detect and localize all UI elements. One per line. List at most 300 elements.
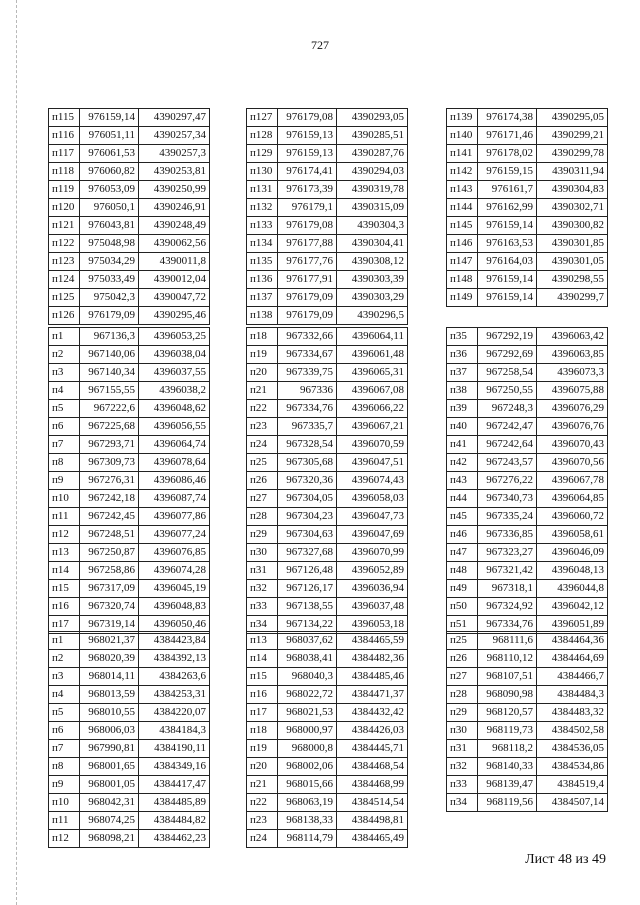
table-row [247, 328, 408, 346]
coordinate-table [246, 108, 408, 325]
x-coordinate: 967258,54 [478, 364, 537, 382]
x-coordinate: 968107,51 [478, 668, 537, 686]
point-id: п12 [49, 526, 80, 544]
x-coordinate: 967990,81 [80, 740, 139, 758]
table-row [247, 127, 408, 145]
x-coordinate: 968090,98 [478, 686, 537, 704]
x-coordinate: 967242,64 [478, 436, 537, 454]
table-row [247, 253, 408, 271]
x-coordinate: 968074,25 [80, 812, 139, 830]
table-row [247, 562, 408, 580]
y-coordinate: 4396076,85 [139, 544, 210, 562]
y-coordinate: 4396045,19 [139, 580, 210, 598]
point-id: п141 [447, 145, 478, 163]
y-coordinate: 4390299,7 [537, 289, 608, 307]
point-id: п23 [247, 812, 278, 830]
point-id: п9 [49, 776, 80, 794]
point-id: п7 [49, 740, 80, 758]
table-row [447, 686, 608, 704]
point-id: п130 [247, 163, 278, 181]
x-coordinate: 967321,42 [478, 562, 537, 580]
table-row [447, 217, 608, 235]
y-coordinate: 4396042,12 [537, 598, 608, 616]
x-coordinate: 968040,3 [278, 668, 337, 686]
y-coordinate: 4390011,8 [139, 253, 210, 271]
x-coordinate: 967242,45 [80, 508, 139, 526]
table-row [49, 722, 210, 740]
y-coordinate: 4384445,71 [337, 740, 408, 758]
y-coordinate: 4396063,85 [537, 346, 608, 364]
y-coordinate: 4384465,49 [337, 830, 408, 848]
point-id: п125 [49, 289, 80, 307]
table-row [247, 598, 408, 616]
x-coordinate: 976159,15 [478, 163, 537, 181]
table-row [247, 436, 408, 454]
y-coordinate: 4384464,69 [537, 650, 608, 668]
point-id: п126 [49, 307, 80, 325]
y-coordinate: 4384471,37 [337, 686, 408, 704]
x-coordinate: 976159,14 [478, 289, 537, 307]
point-id: п40 [447, 418, 478, 436]
y-coordinate: 4396077,86 [139, 508, 210, 526]
x-coordinate: 975048,98 [80, 235, 139, 253]
table-row [49, 580, 210, 598]
point-id: п149 [447, 289, 478, 307]
y-coordinate: 4390047,72 [139, 289, 210, 307]
point-id: п38 [447, 382, 478, 400]
x-coordinate: 967317,09 [80, 580, 139, 598]
table-row [447, 508, 608, 526]
point-id: п17 [247, 704, 278, 722]
point-id: п4 [49, 686, 80, 704]
table-row [49, 758, 210, 776]
table-row [49, 776, 210, 794]
table-row [447, 776, 608, 794]
x-coordinate: 967140,34 [80, 364, 139, 382]
x-coordinate: 968021,37 [80, 632, 139, 650]
table-row [447, 127, 608, 145]
y-coordinate: 4396067,21 [337, 418, 408, 436]
point-id: п21 [247, 382, 278, 400]
y-coordinate: 4390298,55 [537, 271, 608, 289]
point-id: п144 [447, 199, 478, 217]
x-coordinate: 967334,76 [278, 400, 337, 418]
table-row [247, 580, 408, 598]
x-coordinate: 976159,13 [278, 145, 337, 163]
table-row [247, 235, 408, 253]
table-row [447, 704, 608, 722]
x-coordinate: 967222,6 [80, 400, 139, 418]
coordinate-table [48, 631, 210, 848]
point-id: п32 [447, 758, 478, 776]
x-coordinate: 967305,68 [278, 454, 337, 472]
x-coordinate: 976174,41 [278, 163, 337, 181]
table-row [49, 740, 210, 758]
point-id: п31 [447, 740, 478, 758]
y-coordinate: 4384536,05 [537, 740, 608, 758]
x-coordinate: 968006,03 [80, 722, 139, 740]
point-id: п34 [247, 616, 278, 634]
table-row [447, 794, 608, 812]
x-coordinate: 967320,74 [80, 598, 139, 616]
x-coordinate: 967309,73 [80, 454, 139, 472]
y-coordinate: 4390300,82 [537, 217, 608, 235]
point-id: п14 [247, 650, 278, 668]
table-row [49, 454, 210, 472]
table-row [49, 490, 210, 508]
y-coordinate: 4396058,61 [537, 526, 608, 544]
x-coordinate: 976159,14 [80, 109, 139, 127]
x-coordinate: 967320,36 [278, 472, 337, 490]
x-coordinate: 968002,06 [278, 758, 337, 776]
y-coordinate: 4384466,7 [537, 668, 608, 686]
x-coordinate: 976159,14 [478, 271, 537, 289]
x-coordinate: 967336,85 [478, 526, 537, 544]
point-id: п46 [447, 526, 478, 544]
point-id: п1 [49, 632, 80, 650]
x-coordinate: 968015,66 [278, 776, 337, 794]
table-row [247, 145, 408, 163]
x-coordinate: 968020,39 [80, 650, 139, 668]
point-id: п138 [247, 307, 278, 325]
table-row [447, 454, 608, 472]
y-coordinate: 4390296,5 [337, 307, 408, 325]
x-coordinate: 967138,55 [278, 598, 337, 616]
y-coordinate: 4384507,14 [537, 794, 608, 812]
x-coordinate: 976179,09 [278, 307, 337, 325]
y-coordinate: 4390012,04 [139, 271, 210, 289]
x-coordinate: 967248,3 [478, 400, 537, 418]
y-coordinate: 4396036,94 [337, 580, 408, 598]
table-row [447, 562, 608, 580]
table-row [247, 289, 408, 307]
point-id: п121 [49, 217, 80, 235]
table-row [49, 127, 210, 145]
point-id: п13 [49, 544, 80, 562]
y-coordinate: 4396078,64 [139, 454, 210, 472]
x-coordinate: 967242,47 [478, 418, 537, 436]
y-coordinate: 4384462,23 [139, 830, 210, 848]
point-id: п35 [447, 328, 478, 346]
point-id: п115 [49, 109, 80, 127]
table-row [49, 704, 210, 722]
point-id: п123 [49, 253, 80, 271]
x-coordinate: 968140,33 [478, 758, 537, 776]
x-coordinate: 976163,53 [478, 235, 537, 253]
y-coordinate: 4390308,12 [337, 253, 408, 271]
y-coordinate: 4390257,3 [139, 145, 210, 163]
table-row [447, 544, 608, 562]
y-coordinate: 4396076,29 [537, 400, 608, 418]
table-row [447, 382, 608, 400]
y-coordinate: 4390248,49 [139, 217, 210, 235]
point-id: п18 [247, 722, 278, 740]
table-row [447, 271, 608, 289]
point-id: п139 [447, 109, 478, 127]
point-id: п31 [247, 562, 278, 580]
x-coordinate: 967292,19 [478, 328, 537, 346]
coordinate-table [246, 327, 408, 634]
x-coordinate: 968098,21 [80, 830, 139, 848]
point-id: п116 [49, 127, 80, 145]
y-coordinate: 4384485,89 [139, 794, 210, 812]
y-coordinate: 4396052,89 [337, 562, 408, 580]
point-id: п13 [247, 632, 278, 650]
table-row [247, 686, 408, 704]
x-coordinate: 968001,05 [80, 776, 139, 794]
table-row [49, 472, 210, 490]
y-coordinate: 4396047,69 [337, 526, 408, 544]
point-id: п146 [447, 235, 478, 253]
x-coordinate: 976177,91 [278, 271, 337, 289]
y-coordinate: 4384426,03 [337, 722, 408, 740]
y-coordinate: 4384349,16 [139, 758, 210, 776]
table-row [447, 235, 608, 253]
y-coordinate: 4384253,31 [139, 686, 210, 704]
page-number: 727 [311, 38, 329, 52]
point-id: п39 [447, 400, 478, 418]
point-id: п16 [247, 686, 278, 704]
y-coordinate: 4390246,91 [139, 199, 210, 217]
x-coordinate: 976174,38 [478, 109, 537, 127]
y-coordinate: 4396058,03 [337, 490, 408, 508]
table-row [447, 364, 608, 382]
y-coordinate: 4396066,22 [337, 400, 408, 418]
x-coordinate: 967336 [278, 382, 337, 400]
table-row [447, 346, 608, 364]
point-id: п147 [447, 253, 478, 271]
y-coordinate: 4384464,36 [537, 632, 608, 650]
x-coordinate: 968038,41 [278, 650, 337, 668]
y-coordinate: 4396063,42 [537, 328, 608, 346]
y-coordinate: 4396050,46 [139, 616, 210, 634]
point-id: п33 [447, 776, 478, 794]
point-id: п27 [447, 668, 478, 686]
table-row [247, 382, 408, 400]
table-row [247, 181, 408, 199]
table-row [447, 722, 608, 740]
y-coordinate: 4396056,55 [139, 418, 210, 436]
table-row [447, 650, 608, 668]
point-id: п30 [447, 722, 478, 740]
y-coordinate: 4384190,11 [139, 740, 210, 758]
point-id: п136 [247, 271, 278, 289]
y-coordinate: 4396048,62 [139, 400, 210, 418]
x-coordinate: 967327,68 [278, 544, 337, 562]
table-row [247, 418, 408, 436]
point-id: п33 [247, 598, 278, 616]
table-row [247, 794, 408, 812]
table-row [49, 382, 210, 400]
x-coordinate: 967126,17 [278, 580, 337, 598]
x-coordinate: 967318,1 [478, 580, 537, 598]
point-id: п1 [49, 328, 80, 346]
table-row [247, 758, 408, 776]
x-coordinate: 976178,02 [478, 145, 537, 163]
point-id: п14 [49, 562, 80, 580]
point-id: п9 [49, 472, 80, 490]
point-id: п15 [247, 668, 278, 686]
table-row [447, 400, 608, 418]
x-coordinate: 967335,24 [478, 508, 537, 526]
table-row [247, 668, 408, 686]
table-row [447, 598, 608, 616]
y-coordinate: 4384417,47 [139, 776, 210, 794]
x-coordinate: 968110,12 [478, 650, 537, 668]
y-coordinate: 4390301,85 [537, 235, 608, 253]
y-coordinate: 4396038,2 [139, 382, 210, 400]
point-id: п134 [247, 235, 278, 253]
coordinate-table [446, 108, 608, 307]
y-coordinate: 4390299,21 [537, 127, 608, 145]
point-id: п142 [447, 163, 478, 181]
x-coordinate: 976061,53 [80, 145, 139, 163]
point-id: п28 [447, 686, 478, 704]
point-id: п44 [447, 490, 478, 508]
y-coordinate: 4390287,76 [337, 145, 408, 163]
point-id: п15 [49, 580, 80, 598]
x-coordinate: 976179,09 [278, 289, 337, 307]
x-coordinate: 967276,22 [478, 472, 537, 490]
x-coordinate: 968000,8 [278, 740, 337, 758]
y-coordinate: 4396044,8 [537, 580, 608, 598]
x-coordinate: 976050,1 [80, 199, 139, 217]
x-coordinate: 968138,33 [278, 812, 337, 830]
table-row [49, 109, 210, 127]
point-id: п143 [447, 181, 478, 199]
table-row [49, 794, 210, 812]
point-id: п48 [447, 562, 478, 580]
x-coordinate: 976060,82 [80, 163, 139, 181]
point-id: п6 [49, 418, 80, 436]
x-coordinate: 968013,59 [80, 686, 139, 704]
point-id: п10 [49, 490, 80, 508]
y-coordinate: 4390315,09 [337, 199, 408, 217]
x-coordinate: 976159,14 [478, 217, 537, 235]
table-row [447, 758, 608, 776]
x-coordinate: 968114,79 [278, 830, 337, 848]
y-coordinate: 4384484,82 [139, 812, 210, 830]
table-row [49, 562, 210, 580]
point-id: п119 [49, 181, 80, 199]
table-row [247, 544, 408, 562]
x-coordinate: 976171,46 [478, 127, 537, 145]
x-coordinate: 968022,72 [278, 686, 337, 704]
table-row [247, 650, 408, 668]
table-row [447, 181, 608, 199]
y-coordinate: 4396067,78 [537, 472, 608, 490]
point-id: п148 [447, 271, 478, 289]
coordinate-table [446, 631, 608, 812]
x-coordinate: 968042,31 [80, 794, 139, 812]
x-coordinate: 967319,14 [80, 616, 139, 634]
point-id: п8 [49, 758, 80, 776]
point-id: п24 [247, 830, 278, 848]
table-row [49, 686, 210, 704]
table-row [49, 668, 210, 686]
table-row [49, 418, 210, 436]
y-coordinate: 4390304,41 [337, 235, 408, 253]
y-coordinate: 4384468,54 [337, 758, 408, 776]
x-coordinate: 975042,3 [80, 289, 139, 307]
table-row [49, 436, 210, 454]
point-id: п45 [447, 508, 478, 526]
table-row [49, 544, 210, 562]
x-coordinate: 968119,73 [478, 722, 537, 740]
table-row [247, 454, 408, 472]
table-row [49, 812, 210, 830]
x-coordinate: 976177,88 [278, 235, 337, 253]
x-coordinate: 968111,6 [478, 632, 537, 650]
sheet-footer: Лист 48 из 49 [525, 852, 606, 867]
table-row [247, 704, 408, 722]
table-row [247, 307, 408, 325]
table-row [447, 632, 608, 650]
table-row [447, 580, 608, 598]
table-row [247, 830, 408, 848]
point-id: п42 [447, 454, 478, 472]
point-id: п20 [247, 758, 278, 776]
x-coordinate: 976051,11 [80, 127, 139, 145]
y-coordinate: 4390295,05 [537, 109, 608, 127]
point-id: п25 [447, 632, 478, 650]
point-id: п19 [247, 346, 278, 364]
y-coordinate: 4390302,71 [537, 199, 608, 217]
table-row [49, 271, 210, 289]
point-id: п26 [247, 472, 278, 490]
y-coordinate: 4384484,3 [537, 686, 608, 704]
x-coordinate: 967324,92 [478, 598, 537, 616]
table-row [247, 163, 408, 181]
x-coordinate: 968021,53 [278, 704, 337, 722]
y-coordinate: 4384498,81 [337, 812, 408, 830]
y-coordinate: 4396077,24 [139, 526, 210, 544]
y-coordinate: 4390303,29 [337, 289, 408, 307]
x-coordinate: 967126,48 [278, 562, 337, 580]
table-row [49, 400, 210, 418]
x-coordinate: 967304,05 [278, 490, 337, 508]
y-coordinate: 4384432,42 [337, 704, 408, 722]
point-id: п6 [49, 722, 80, 740]
x-coordinate: 976173,39 [278, 181, 337, 199]
table-row [49, 508, 210, 526]
y-coordinate: 4396053,25 [139, 328, 210, 346]
point-id: п5 [49, 400, 80, 418]
y-coordinate: 4396075,88 [537, 382, 608, 400]
table-row [247, 217, 408, 235]
point-id: п3 [49, 364, 80, 382]
point-id: п135 [247, 253, 278, 271]
y-coordinate: 4384220,07 [139, 704, 210, 722]
y-coordinate: 4390285,51 [337, 127, 408, 145]
x-coordinate: 967334,67 [278, 346, 337, 364]
coordinate-table [48, 327, 210, 634]
x-coordinate: 967276,31 [80, 472, 139, 490]
y-coordinate: 4384514,54 [337, 794, 408, 812]
x-coordinate: 976179,09 [80, 307, 139, 325]
y-coordinate: 4396051,89 [537, 616, 608, 634]
x-coordinate: 967242,18 [80, 490, 139, 508]
y-coordinate: 4390250,99 [139, 181, 210, 199]
point-id: п132 [247, 199, 278, 217]
y-coordinate: 4396060,72 [537, 508, 608, 526]
table-row [49, 217, 210, 235]
y-coordinate: 4384502,58 [537, 722, 608, 740]
point-id: п47 [447, 544, 478, 562]
table-row [447, 418, 608, 436]
y-coordinate: 4396053,18 [337, 616, 408, 634]
table-row [447, 289, 608, 307]
